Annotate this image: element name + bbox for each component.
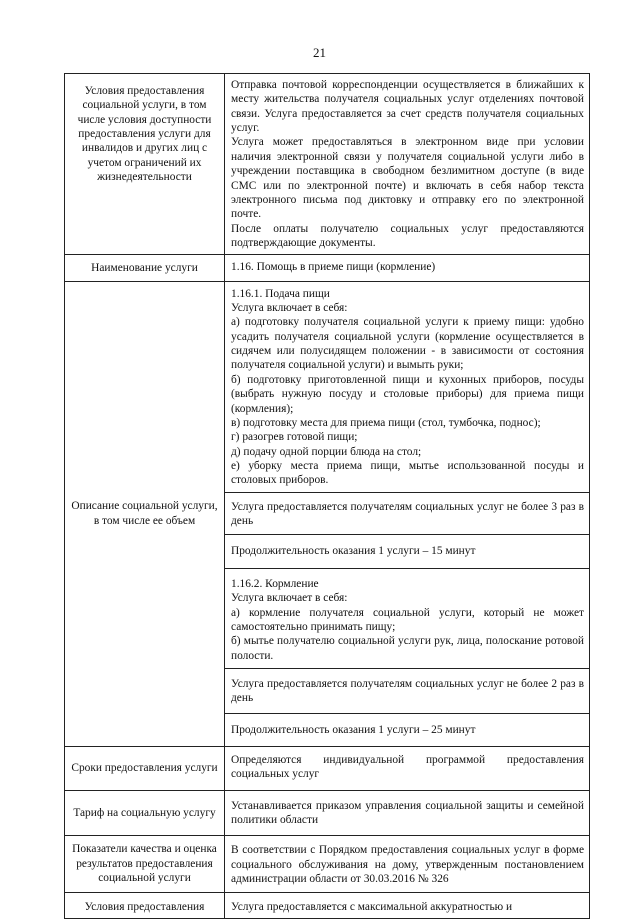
subservice-1-frequency: Услуга предоставляется получателям социальных услуг не более 3 раз в день — [231, 500, 584, 528]
subservice-2-block — [225, 569, 589, 669]
row-value-conditions-2 — [225, 892, 590, 918]
subservice-2-includes: Услуга включает в себя: — [231, 592, 348, 605]
table-row-service-name — [65, 255, 590, 281]
subservice-1-item-c: в) подготовку места для приема пищи (стол, тумбочка, поднос); — [231, 416, 541, 429]
subservice-2-item-b: б) мытье получателю социальной услуги рук, лица, полоскание ротовой полости. — [231, 635, 584, 662]
row-value-conditions — [225, 74, 590, 255]
subservice-1-item-a: а) подготовку получателя социальной услуги к приему пищи: удобно усадить получателя социальной услуги (кормление осуществляется в сидячем или полусидящем положении - в зависимости от состояния получателя социальной услуги) и вымыть руки; — [231, 316, 584, 372]
table-row-tariff — [65, 790, 590, 836]
row-label-conditions-2: Условия предоставления — [65, 892, 225, 918]
tariff-value: Устанавливается приказом управления социальной защиты и семейной политики области — [231, 799, 584, 827]
subservice-1-item-f: е) уборку места приема пищи, мытье использованной посуды и столовых приборов. — [231, 459, 584, 487]
subservice-1-item-d: г) разогрев готовой пищи; — [231, 431, 358, 444]
row-label-quality: Показатели качества и оценка результатов предоставления социальной услуги — [65, 836, 225, 892]
subservice-2-frequency-block — [225, 669, 589, 714]
subservice-1-title: 1.16.1. Подача пищи — [231, 287, 330, 300]
table-row-quality — [65, 836, 590, 892]
row-label-conditions: Условия предоставления социальной услуги, в том числе условия доступности предоставления услуги для инвалидов и других лиц с учетом ограничений их жизнедеятельности — [65, 74, 225, 255]
conditions-paragraph-2: Услуга может предоставляться в электронном виде при условии наличия электронной связи у получателя социальной услуги либо в учреждении поставщика в свободном безлимитном доступе (в виде СМС или по электронной почте) и включать в себя набор текста электронного письма под диктовку и отправку его по электронной почте. — [231, 136, 584, 221]
service-name-value: 1.16. Помощь в приеме пищи (кормление) — [231, 261, 436, 274]
row-value-description — [225, 281, 590, 746]
row-value-quality — [225, 836, 590, 892]
terms-value: Определяются индивидуальной программой предоставления социальных услуг — [231, 754, 584, 781]
table-row-conditions-2 — [65, 892, 590, 918]
table-row-conditions — [65, 74, 590, 255]
table-row-terms — [65, 747, 590, 791]
table-row-description — [65, 281, 590, 746]
subservice-2-frequency: Услуга предоставляется получателям социальных услуг не более 2 раз в день — [231, 677, 584, 705]
row-label-tariff: Тариф на социальную услугу — [65, 790, 225, 836]
row-value-terms — [225, 747, 590, 791]
subservice-2-duration: Продолжительность оказания 1 услуги – 25 минут — [231, 723, 476, 736]
quality-value: В соответствии с Порядком предоставления социальных услуг в форме социального обслуживания на дому, утвержденным постановлением администрации области от 30.03.2016 № 326 — [231, 844, 584, 886]
subservice-1-duration: Продолжительность оказания 1 услуги – 15 минут — [231, 545, 476, 558]
subservice-1-item-b: б) подготовку приготовленной пищи и кухонных приборов, посуды (выбрать нужную посуду и столовые приборы) для приема пищи (кормления); — [231, 373, 584, 415]
subservice-2-title: 1.16.2. Кормление — [231, 577, 319, 590]
conditions-2-value: Услуга предоставляется с максимальной аккуратностью и — [231, 900, 513, 913]
row-label-terms: Сроки предоставления услуги — [65, 747, 225, 791]
subservice-1-duration-block — [225, 535, 589, 568]
subservice-2-item-a: а) кормление получателя социальной услуги, который не может самостоятельно принимать пищу; — [231, 606, 584, 633]
subservice-2-duration-block — [225, 714, 589, 746]
subservice-1-includes: Услуга включает в себя: — [231, 302, 348, 315]
page-number: 21 — [313, 45, 326, 60]
subservice-1-item-e: д) подачу одной порции блюда на стол; — [231, 445, 422, 458]
row-label-description: Описание социальной услуги, в том числе ее объем — [65, 281, 225, 746]
row-value-service-name — [225, 255, 590, 281]
service-standard-table — [64, 73, 590, 919]
row-value-tariff — [225, 790, 590, 836]
subservice-1-frequency-block — [225, 493, 589, 536]
conditions-paragraph-1: Отправка почтовой корреспонденции осуществляется в ближайших к месту жительства получателя социальных услуг отделениях почтовой связи. Услуга предоставляется за счет средств получателя социальных услуг. — [231, 79, 584, 135]
conditions-paragraph-3: После оплаты получателю социальных услуг предоставляются подтверждающие документы. — [231, 222, 584, 249]
row-label-service-name: Наименование услуги — [65, 255, 225, 281]
subservice-1-block — [225, 282, 589, 493]
